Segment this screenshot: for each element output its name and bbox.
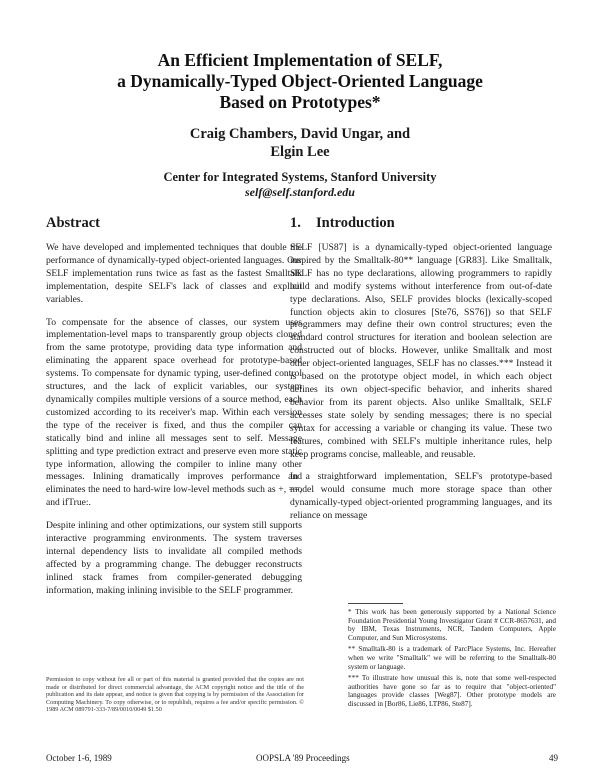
intro-paragraph-1: SELF [US87] is a dynamically-typed object-oriented language inspired by the Smalltalk-80** language [GR83]. Like Smalltalk, SELF has no type declarations, allowing programmers to rapidly build and modify systems without interference from out-of-date type declarations. Also, SELF provides blocks (lexically-scoped function objects akin to closures [Ste76, SS76]) so that SELF programmers may define their own control structures; even the standard control structures for iteration and boolean selection are constructed out of blocks. However, unlike Smalltalk and most other object-oriented languages, SELF has no classes.*** Instead it is based on the prototype object model, in which each object defines its own object-specific behavior, and inherits shared behavior from its parent objects. Also unlike Smalltalk, SELF accesses state solely by sending messages; there is no special syntax for accessing a variable or changing its value. These two features, combined with SELF's multiple inheritance rules, help keep programs concise, malleable, and reusable. [290, 242, 552, 460]
authors-line-1: Craig Chambers, David Ungar, and [189, 126, 411, 142]
authors-line-2: Elgin Lee [270, 144, 330, 160]
footer-venue: OOPSLA '89 Proceedings [256, 753, 350, 763]
page-footer [46, 752, 558, 764]
footnotes [348, 603, 556, 712]
title-line-1: An Efficient Implementation of SELF, [157, 50, 443, 70]
page-number: 49 [549, 753, 558, 763]
author-email: self@self.stanford.edu [245, 185, 355, 199]
abstract-paragraph-1: We have developed and implemented techniques that double the performance of dynamically-typed object-oriented languages. Our SELF implementation runs twice as fast as the fastest Smalltalk implementation, despite SELF's lack of classes and explicit variables. [46, 242, 302, 305]
affiliation: Center for Integrated Systems, Stanford University [163, 170, 437, 184]
intro-paragraph-2: In a straightforward implementation, SELF's prototype-based model would consume much more storage space than other dynamically-typed object-oriented programming languages, and its reliance on message [290, 471, 552, 522]
section-number: 1. [290, 215, 301, 231]
authors [0, 125, 600, 161]
footnote-divider [348, 603, 403, 604]
right-column [290, 214, 552, 533]
footer-date: October 1-6, 1989 [46, 753, 112, 763]
abstract-heading: Abstract [46, 215, 100, 231]
permission-notice: Permission to copy without fee all or part of this material is granted provided that the copies are not made or distributed for direct commercial advantage, the ACM copyright notice and the title of the publication and its date appear, and notice is given that copying is by permission of the Association for Computing Machinery. To copy otherwise, or to republish, requires a fee and/or specific permission. © 1989 ACM 089791-333-7/89/0010/0049 $1.50 [46, 676, 304, 714]
introduction-heading [290, 214, 552, 232]
footnote-3: *** To illustrate how unusual this is, note that some well-respected authorities have gone so far as to require that "object-oriented" languages provide classes [Weg87]. Other prototype models are discussed in [Bor86, Lie86, LTP86, Ste87]. [348, 674, 556, 708]
abstract-paragraph-2: To compensate for the absence of classes, our system uses implementation-level maps to transparently group objects cloned from the same prototype, providing data type information and eliminating the apparent space overhead for prototype-based systems. To compensate for dynamic typing, user-defined control structures, and the lack of explicit variables, our system dynamically compiles multiple versions of a source method, each customized according to its receiver's map. Within each version the type of the receiver is fixed, and thus the compiler can statically bind and inline all messages sent to self. Message splitting and type prediction extract and preserve even more static type information, allowing the compiler to inline many other messages. Inlining dramatically improves performance and eliminates the need to hard-wire low-level methods such as +, ==, and ifTrue:. [46, 316, 302, 509]
footnote-1: * This work has been generously supported by a National Science Foundation Presidential Young Investigator Grant # CCR-8657631, and by IBM, Texas Instruments, NCR, Tandem Computers, Apple Computer, and Sun Microsystems. [348, 608, 556, 642]
footnote-2: ** Smalltalk-80 is a trademark of ParcPlace Systems, Inc. Hereafter when we write "Smalltalk" we will be referring to the Smalltalk-80 system or language. [348, 645, 556, 671]
title-block [0, 50, 600, 200]
abstract-paragraph-3: Despite inlining and other optimizations, our system still supports interactive programming environments. The system traverses internal dependency lists to invalidate all compiled methods affected by a programming change. The debugger reconstructs inlined stack frames from compiler-generated debugging information, making inlining invisible to the SELF programmer. [46, 520, 302, 596]
left-column [46, 214, 302, 608]
title-line-3: Based on Prototypes* [219, 92, 381, 112]
title-line-2: a Dynamically-Typed Object-Oriented Language [117, 71, 483, 91]
section-title: Introduction [316, 215, 395, 231]
